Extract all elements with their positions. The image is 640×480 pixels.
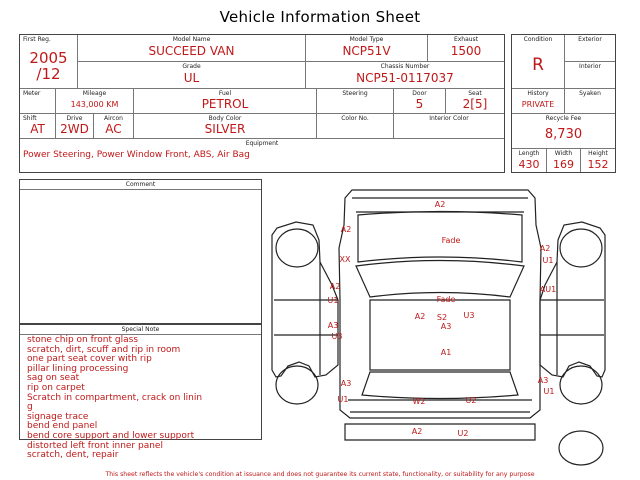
sheet-title: Vehicle Information Sheet [219, 8, 421, 26]
car-rear-bumper-outline [345, 424, 535, 440]
special-note-item: one part seat cover with rip [27, 354, 152, 365]
exhaust-label: Exhaust [453, 36, 479, 43]
car-windshield-outline [356, 261, 524, 298]
width-cell [547, 149, 581, 172]
mileage-value: 143,000 KM [70, 100, 119, 109]
damage-mark: A2 [411, 427, 423, 436]
interior-cell [565, 62, 615, 89]
length-cell [512, 149, 547, 172]
damage-mark: U2 [457, 429, 469, 438]
special-note-item: sag on seat [27, 373, 80, 384]
damage-mark: Fade [436, 295, 456, 304]
recycle-fee-cell [512, 114, 615, 149]
color-no-cell [317, 114, 394, 139]
condition-table [511, 34, 616, 173]
seat-label: Seat [468, 90, 482, 97]
equipment-value: Power Steering, Power Window Front, ABS, Air Bag [23, 150, 250, 160]
damage-mark: Fade [441, 236, 461, 245]
car-hood-outline [358, 212, 522, 263]
body-color-label: Body Color [208, 115, 242, 122]
damage-mark: U2 [465, 396, 477, 405]
interior-color-cell [394, 114, 504, 139]
shift-label: Shift [23, 115, 37, 122]
special-note-label: Special Note [121, 326, 160, 333]
damage-mark: U3 [331, 332, 343, 341]
special-note-item: pillar lining processing [27, 363, 129, 374]
damage-mark: A3 [440, 322, 452, 331]
equipment-cell [20, 139, 504, 172]
grade-value: UL [183, 71, 200, 85]
damage-mark: A2 [414, 312, 426, 321]
mileage-label: Mileage [82, 90, 107, 97]
damage-mark: U1 [543, 387, 555, 396]
damage-mark: A2 [539, 244, 551, 253]
model-name-value: SUCCEED VAN [148, 44, 235, 58]
aircon-value: AC [105, 122, 122, 136]
comment-box [19, 179, 262, 324]
special-note-item: distorted left front inner panel [27, 440, 163, 451]
spare-wheel-icon [559, 431, 603, 465]
damage-mark: A3 [537, 376, 549, 385]
body-color-cell [134, 114, 317, 139]
special-note-item: signage trace [27, 411, 89, 422]
comment-divider [20, 189, 261, 190]
wheel-front-right-icon [560, 229, 602, 267]
fuel-cell [134, 89, 317, 114]
damage-mark: XX [339, 255, 351, 264]
wheel-front-left-icon [276, 229, 318, 267]
aircon-label: Aircon [104, 115, 123, 122]
interior-label: Interior [579, 63, 601, 70]
fuel-value: PETROL [201, 97, 249, 111]
condition-value: R [532, 55, 544, 75]
special-note-item: bend core support and lower support [27, 430, 195, 441]
condition-cell [512, 35, 565, 89]
syaken-cell [565, 89, 615, 114]
shift-cell [20, 114, 56, 139]
model-name-cell [78, 35, 306, 62]
damage-mark: U1 [542, 256, 554, 265]
seat-value: 2[5] [462, 97, 488, 111]
height-label: Height [588, 150, 608, 157]
first-reg-month: /12 [36, 65, 61, 83]
chassis-label: Chassis Number [380, 63, 430, 70]
syaken-label: Syaken [579, 90, 601, 97]
history-label: History [527, 90, 549, 97]
width-value: 169 [553, 158, 574, 171]
width-label: Width [554, 150, 573, 157]
damage-mark: U3 [463, 311, 475, 320]
car-rear-window-outline [362, 372, 518, 399]
interior-color-label: Interior Color [429, 115, 469, 122]
door-cell [394, 89, 446, 114]
length-value: 430 [518, 158, 540, 171]
aircon-cell [94, 114, 134, 139]
chassis-value: NCP51-0117037 [356, 71, 454, 85]
special-note-item: g [27, 402, 33, 413]
special-note-item: Scratch in compartment, crack on linin [27, 392, 203, 403]
damage-mark: AU1 [539, 285, 557, 294]
exterior-cell [565, 35, 615, 62]
steering-label: Steering [342, 90, 368, 97]
car-top-view-outline [339, 190, 541, 418]
meter-label: Meter [23, 90, 41, 97]
damage-mark: A1 [440, 348, 452, 357]
car-roof-outline [370, 300, 510, 370]
special-note-item: rip on carpet [27, 382, 85, 393]
body-color-value: SILVER [204, 122, 246, 136]
model-type-cell [306, 35, 428, 62]
history-cell [512, 89, 565, 114]
color-no-label: Color No. [341, 115, 369, 122]
recycle-fee-label: Recycle Fee [545, 115, 582, 122]
equipment-label: Equipment [245, 140, 279, 147]
chassis-cell [306, 62, 504, 89]
shift-value: AT [30, 122, 45, 136]
disclaimer-footer: This sheet reflects the vehicle's condition at issuance and does not guarantee its current state, functionality, or suitability for any purpose [105, 471, 535, 478]
steering-cell [317, 89, 394, 114]
door-value: 5 [415, 97, 424, 111]
exterior-label: Exterior [578, 36, 602, 43]
height-value: 152 [587, 158, 609, 171]
model-name-label: Model Name [172, 36, 211, 43]
drive-label: Drive [66, 115, 83, 122]
history-value: PRIVATE [521, 100, 555, 109]
height-cell [581, 149, 615, 172]
grade-label: Grade [182, 63, 201, 70]
damage-mark: A2 [434, 200, 446, 209]
damage-mark: A3 [340, 379, 352, 388]
first-reg-label: First Reg. [23, 36, 51, 43]
info-table [19, 34, 505, 173]
fuel-label: Fuel [218, 90, 232, 97]
damage-mark: U1 [337, 395, 349, 404]
meter-cell [20, 89, 56, 114]
recycle-fee-value: 8,730 [544, 127, 583, 142]
damage-mark: A3 [327, 321, 339, 330]
exhaust-cell [428, 35, 504, 62]
special-note-item: scratch, dirt, scuff and rip in room [27, 344, 181, 355]
damage-mark: U1 [327, 296, 339, 305]
grade-cell [78, 62, 306, 89]
drive-value: 2WD [60, 122, 89, 136]
comment-label: Comment [125, 181, 156, 188]
model-type-label: Model Type [349, 36, 384, 43]
car-damage-diagram [265, 180, 615, 470]
special-note-item: stone chip on front glass [27, 335, 139, 345]
door-label: Door [412, 90, 427, 97]
first-reg-cell [20, 35, 78, 89]
special-note-item: bend end panel [27, 421, 98, 432]
damage-mark: W2 [412, 397, 426, 406]
condition-label: Condition [523, 36, 553, 43]
exhaust-value: 1500 [450, 44, 482, 58]
length-label: Length [518, 150, 540, 157]
special-notes-list [27, 336, 259, 461]
model-type-value: NCP51V [342, 44, 391, 58]
drive-cell [56, 114, 94, 139]
mileage-cell [56, 89, 134, 114]
damage-mark: A2 [340, 225, 352, 234]
first-reg-year: 2005 [29, 49, 68, 67]
special-note-item: scratch, dent, repair [27, 450, 119, 461]
damage-mark: A2 [329, 282, 341, 291]
seat-cell [446, 89, 504, 114]
damage-mark: S2 [436, 313, 448, 322]
